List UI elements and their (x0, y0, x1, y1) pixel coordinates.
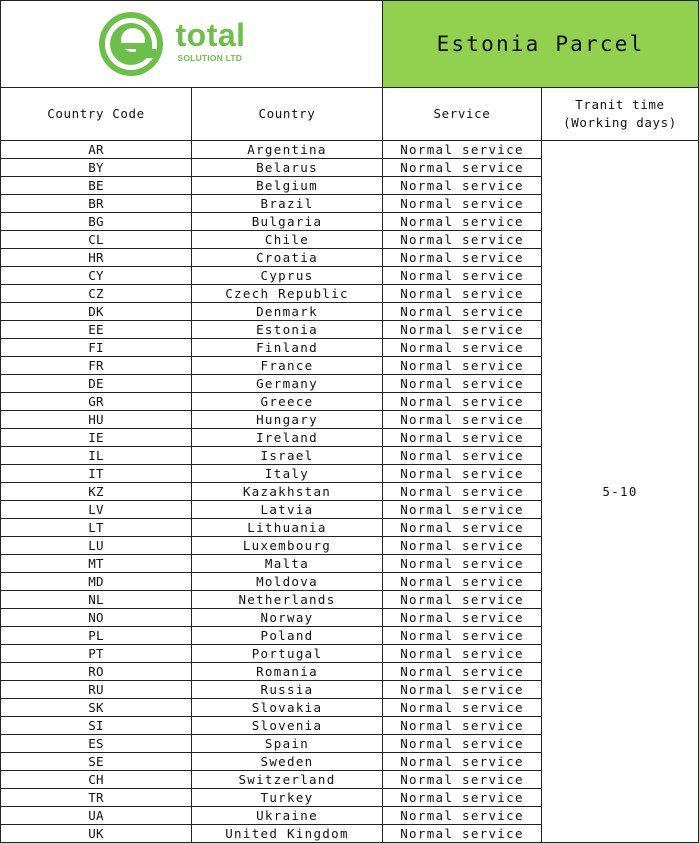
cell-country: United Kingdom (192, 825, 383, 843)
cell-country-code: IT (1, 465, 192, 483)
cell-service: Normal service (383, 411, 542, 429)
cell-service: Normal service (383, 429, 542, 447)
cell-country-code: PL (1, 627, 192, 645)
cell-country: Israel (192, 447, 383, 465)
cell-service: Normal service (383, 249, 542, 267)
cell-country: Netherlands (192, 591, 383, 609)
cell-country-code: MT (1, 555, 192, 573)
cell-service: Normal service (383, 483, 542, 501)
cell-country: Luxembourg (192, 537, 383, 555)
cell-country: Lithuania (192, 519, 383, 537)
cell-country-code: BE (1, 177, 192, 195)
cell-country-code: RU (1, 681, 192, 699)
cell-service: Normal service (383, 231, 542, 249)
header-transit-line1: Tranit time (575, 97, 665, 112)
header-country: Country (192, 88, 383, 141)
cell-service: Normal service (383, 519, 542, 537)
cell-country: Norway (192, 609, 383, 627)
cell-country-code: IE (1, 429, 192, 447)
table-body (1, 1, 699, 843)
logo-cell (1, 1, 383, 88)
cell-country-code: LT (1, 519, 192, 537)
cell-service: Normal service (383, 555, 542, 573)
cell-country-code: FI (1, 339, 192, 357)
cell-country: Slovenia (192, 717, 383, 735)
cell-service: Normal service (383, 681, 542, 699)
header-transit-line2: (Working days) (563, 115, 677, 130)
cell-country: Argentina (192, 141, 383, 159)
cell-country-code: UA (1, 807, 192, 825)
cell-service: Normal service (383, 375, 542, 393)
cell-country: Hungary (192, 411, 383, 429)
cell-country-code: TR (1, 789, 192, 807)
cell-transit-time: 5-10 (542, 141, 699, 843)
cell-service: Normal service (383, 735, 542, 753)
cell-country: Croatia (192, 249, 383, 267)
column-header-row (1, 88, 699, 141)
cell-country-code: NO (1, 609, 192, 627)
cell-service: Normal service (383, 717, 542, 735)
cell-country: Czech Republic (192, 285, 383, 303)
cell-service: Normal service (383, 393, 542, 411)
cell-country-code: DK (1, 303, 192, 321)
header-transit-time (542, 88, 699, 141)
cell-service: Normal service (383, 789, 542, 807)
cell-country-code: UK (1, 825, 192, 843)
cell-country: Italy (192, 465, 383, 483)
cell-country-code: BY (1, 159, 192, 177)
cell-country: Brazil (192, 195, 383, 213)
cell-service: Normal service (383, 339, 542, 357)
cell-country: Malta (192, 555, 383, 573)
cell-country-code: CY (1, 267, 192, 285)
cell-country: Portugal (192, 645, 383, 663)
cell-service: Normal service (383, 501, 542, 519)
cell-country: Chile (192, 231, 383, 249)
cell-service: Normal service (383, 645, 542, 663)
cell-service: Normal service (383, 285, 542, 303)
cell-country: Moldova (192, 573, 383, 591)
cell-service: Normal service (383, 447, 542, 465)
cell-country: Turkey (192, 789, 383, 807)
cell-country-code: IL (1, 447, 192, 465)
cell-country-code: GR (1, 393, 192, 411)
cell-country: Russia (192, 681, 383, 699)
cell-country: Cyprus (192, 267, 383, 285)
cell-country: Ireland (192, 429, 383, 447)
cell-country-code: SE (1, 753, 192, 771)
cell-country-code: BR (1, 195, 192, 213)
cell-country: Estonia (192, 321, 383, 339)
cell-country-code: HU (1, 411, 192, 429)
cell-country-code: MD (1, 573, 192, 591)
cell-country: Germany (192, 375, 383, 393)
cell-country-code: SK (1, 699, 192, 717)
cell-service: Normal service (383, 771, 542, 789)
cell-country: Denmark (192, 303, 383, 321)
cell-country: Poland (192, 627, 383, 645)
header-country-code: Country Code (1, 88, 192, 141)
cell-country: Greece (192, 393, 383, 411)
cell-country: Ukraine (192, 807, 383, 825)
cell-service: Normal service (383, 303, 542, 321)
cell-service: Normal service (383, 627, 542, 645)
cell-service: Normal service (383, 699, 542, 717)
cell-service: Normal service (383, 753, 542, 771)
cell-country: France (192, 357, 383, 375)
cell-country-code: CH (1, 771, 192, 789)
cell-country: Slovakia (192, 699, 383, 717)
cell-country-code: KZ (1, 483, 192, 501)
cell-country: Spain (192, 735, 383, 753)
cell-country-code: LV (1, 501, 192, 519)
banner-row (1, 1, 699, 88)
cell-country: Latvia (192, 501, 383, 519)
cell-country-code: HR (1, 249, 192, 267)
cell-service: Normal service (383, 807, 542, 825)
cell-country-code: LU (1, 537, 192, 555)
logo-brand-text: total (175, 17, 246, 53)
cell-service: Normal service (383, 609, 542, 627)
cell-service: Normal service (383, 195, 542, 213)
cell-country-code: AR (1, 141, 192, 159)
cell-country: Romania (192, 663, 383, 681)
cell-country: Switzerland (192, 771, 383, 789)
cell-country-code: DE (1, 375, 192, 393)
cell-service: Normal service (383, 591, 542, 609)
cell-service: Normal service (383, 663, 542, 681)
cell-country: Belgium (192, 177, 383, 195)
cell-country-code: RO (1, 663, 192, 681)
cell-service: Normal service (383, 357, 542, 375)
cell-country: Finland (192, 339, 383, 357)
header-service: Service (383, 88, 542, 141)
cell-country-code: PT (1, 645, 192, 663)
cell-service: Normal service (383, 321, 542, 339)
cell-service: Normal service (383, 537, 542, 555)
cell-country-code: ES (1, 735, 192, 753)
cell-country: Belarus (192, 159, 383, 177)
cell-service: Normal service (383, 177, 542, 195)
cell-country: Kazakhstan (192, 483, 383, 501)
cell-service: Normal service (383, 159, 542, 177)
cell-country-code: FR (1, 357, 192, 375)
cell-country-code: CZ (1, 285, 192, 303)
logo-tagline: SOLUTION LTD (177, 53, 243, 63)
cell-service: Normal service (383, 141, 542, 159)
cell-country: Bulgaria (192, 213, 383, 231)
cell-country-code: SI (1, 717, 192, 735)
cell-country-code: NL (1, 591, 192, 609)
table-row (1, 141, 699, 159)
cell-service: Normal service (383, 213, 542, 231)
cell-country-code: CL (1, 231, 192, 249)
cell-service: Normal service (383, 465, 542, 483)
cell-country-code: BG (1, 213, 192, 231)
cell-service: Normal service (383, 573, 542, 591)
cell-service: Normal service (383, 267, 542, 285)
cell-service: Normal service (383, 825, 542, 843)
cell-country-code: EE (1, 321, 192, 339)
company-logo (92, 9, 292, 79)
page-title: Estonia Parcel (383, 1, 699, 88)
cell-country: Sweden (192, 753, 383, 771)
